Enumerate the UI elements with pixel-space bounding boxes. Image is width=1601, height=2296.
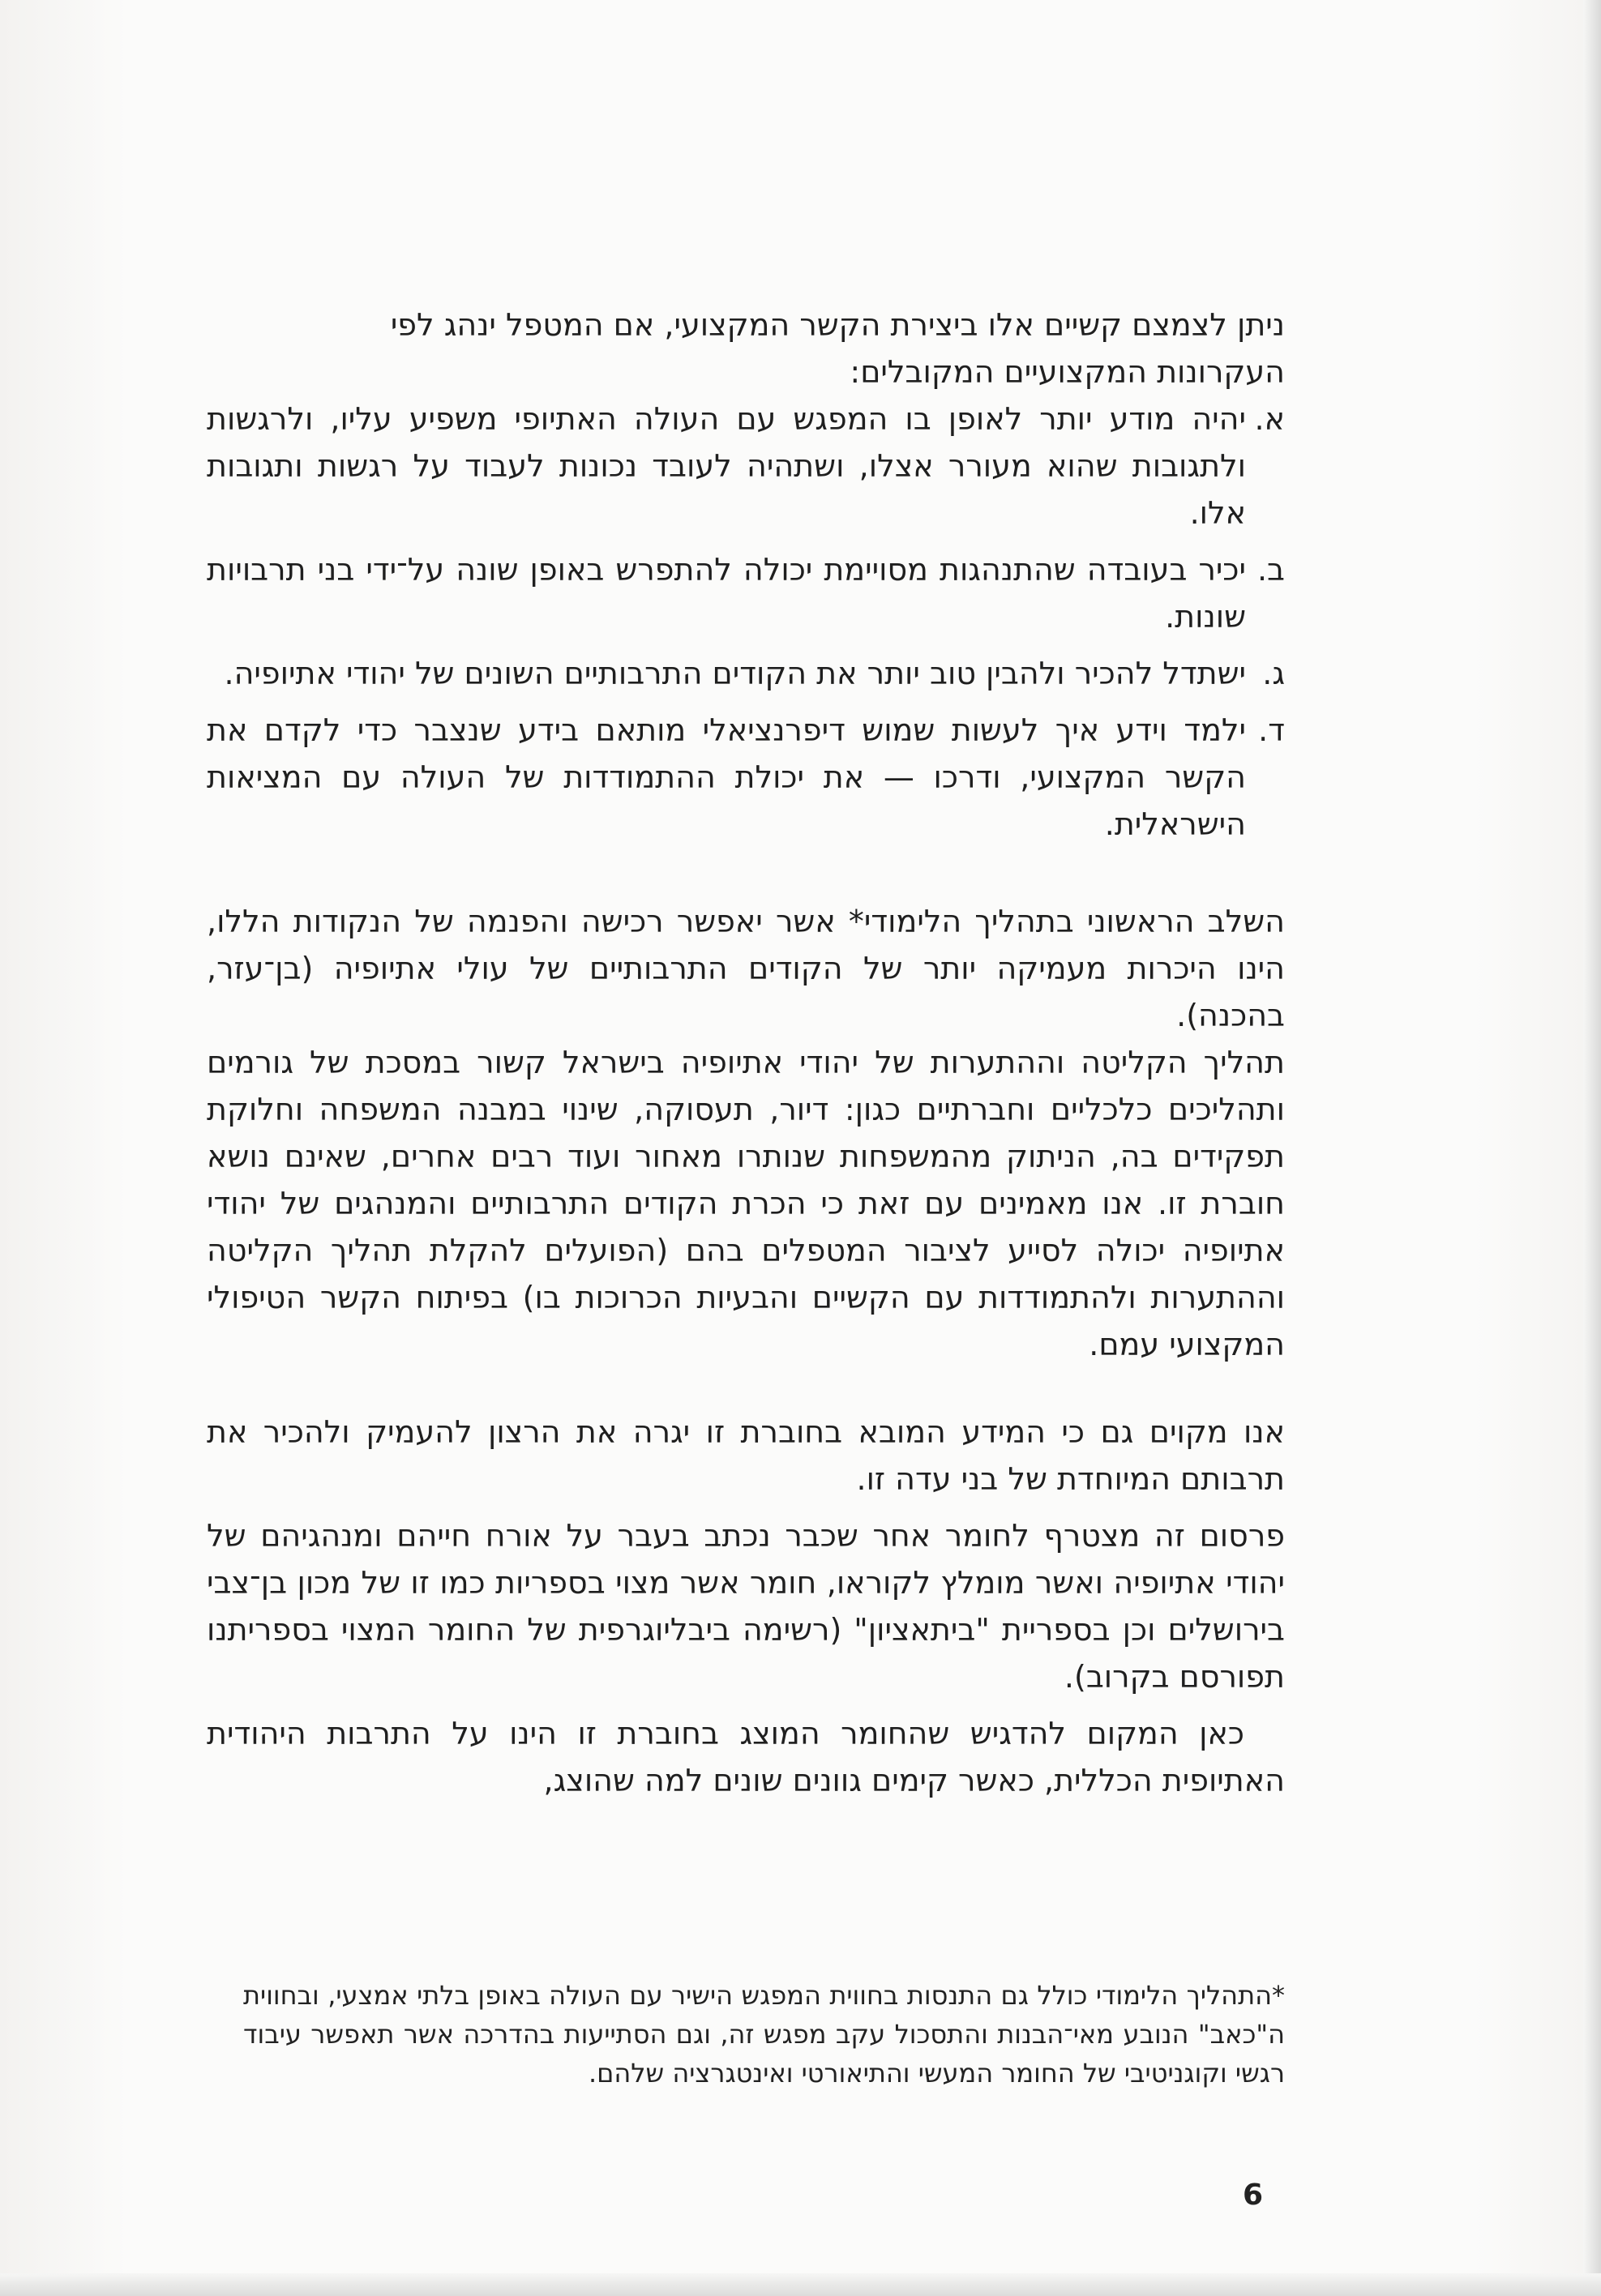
page-edge-shadow — [1583, 0, 1601, 2296]
paragraph-learning-process: השלב הראשוני בתהליך הלימודי* אשר יאפשר רכישה והפנמה של הנקודות הללו, הינו היכרות מעמיקה יותר של הקודים התרבותיים של עולי אתיופיה (בן־עזר, בהכנה). — [207, 904, 1285, 1033]
paragraph-absorption: תהליך הקליטה וההתערות של יהודי אתיופיה בישראל קשור במסכת של גורמים ותהליכים כלכליים וחברתיים כגון: דיור, תעסוקה, שינוי במבנה המשפחה וחלוקת תפקידים בה, הניתוק מהמשפחות שנותרו מאחור ועוד רבים אחרים, שאינם נושא חוברת זו. אנו מאמינים עם זאת כי הכרת הקודים התרבותיים והמנהגים של יהודי אתיופיה יכולה לסייע לציבור המטפלים בהם (הפועלים להקלת תהליך הקליטה וההתערות ולהתמודדות עם הקשיים והבעיות הכרוכות בו) בפיתוח הקשר הטיפולי המקצועי עמם. — [207, 1045, 1285, 1362]
list-item — [207, 546, 1285, 640]
main-text — [207, 301, 1285, 1804]
footnote: *התהליך הלימודי כולל גם התנסות בחווית המפגש הישיר עם העולה באופן בלתי אמצעי, ובחווית ה"כאב" הנובע מאי־הבנות והתסכול עקב מפגש זה, וגם הסתייעות בהדרכה אשר תאפשר עיבוד רגשי וקוגניטיבי של החומר המעשי והתיאורטי ואינטגרציה שלהם. — [243, 1980, 1285, 2089]
list-marker: ג. — [1262, 656, 1285, 691]
intro-line-1: ניתן לצמצם קשיים אלו ביצירת הקשר המקצועי, אם המטפל ינהג לפי — [390, 307, 1285, 343]
list-item-text: ילמד וידע איך לעשות שמוש דיפרנציאלי מותאם בידע שנצבר כדי לקדם את הקשר המקצועי, ודרכו — את יכולת ההתמודדות של העולה עם המציאות הישראלית. — [207, 712, 1246, 842]
page-number: 6 — [1243, 2178, 1264, 2212]
list-marker: ב. — [1256, 552, 1285, 588]
paragraph-publication: פרסום זה מצטרף לחומר אחר שכבר נכתב בעבר על אורח חייהם ומנהגיהם של יהודי אתיופיה ואשר מומלץ לקוראו, חומר אשר מצוי בספריות כמו זו של מכון בן־צבי בירושלים וכן בספריית "ביתאציון" (רשימה ביבליוגרפית של החומר המצוי בספריתנו תפורסם בקרוב). — [207, 1518, 1285, 1695]
list-item — [207, 650, 1285, 697]
list-marker: ד. — [1258, 712, 1285, 748]
paragraph-emphasis: כאן המקום להדגיש שהחומר המוצג בחוברת זו הינו על התרבות היהודית האתיופית הכללית, כאשר קימים גוונים שונים למה שהוצג, — [207, 1716, 1285, 1798]
intro-line-2: העקרונות המקצועיים המקובלים: — [850, 354, 1285, 390]
list-item-text: יהיה מודע יותר לאופן בו המפגש עם העולה האתיופי משפיע עליו, ולרגשות ולתגובות שהוא מעורר אצלו, ושתהיה לעובד נכונות לעבוד על רגשות ותגובות אלו. — [207, 401, 1246, 531]
list-marker: א. — [1254, 401, 1285, 437]
list-item-text: יכיר בעובדה שהתנהגות מסויימת יכולה להתפרש באופן שונה על־ידי בני תרבויות שונות. — [207, 552, 1246, 635]
list-item-text: ישתדל להכיר ולהבין טוב יותר את הקודים התרבותיים השונים של יהודי אתיופיה. — [224, 656, 1246, 691]
list-item — [207, 395, 1285, 537]
paragraph-hope: אנו מקוים גם כי המידע המובא בחוברת זו יגרה את הרצון להעמיק ולהכיר את תרבותם המיוחדת של בני עדה זו. — [207, 1414, 1285, 1497]
page-bottom-shadow — [0, 2273, 1601, 2296]
list-item — [207, 707, 1285, 848]
